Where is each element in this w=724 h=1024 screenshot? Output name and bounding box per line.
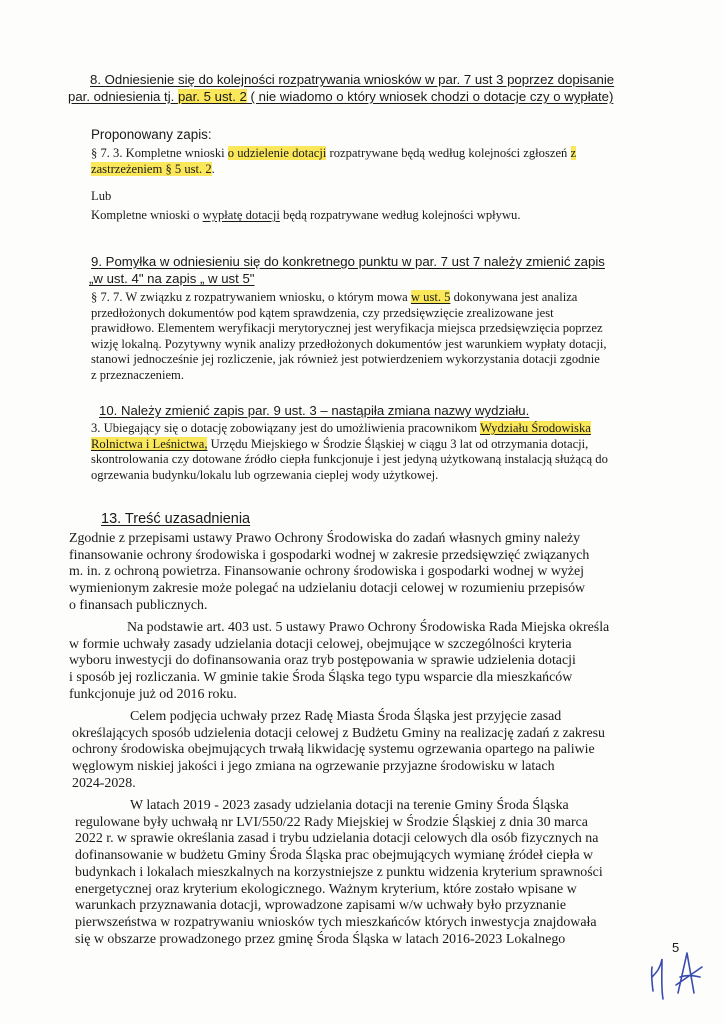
justification-para-1 — [69, 531, 589, 615]
section-10-heading: 10. Należy zmienić zapis par. 9 ust. 3 – nastąpiła zmiana nazwy wydziału. — [99, 403, 530, 418]
para-line: Na podstawie art. 403 ust. 5 ustawy Prawo Ochrony Środowiska Rada Miejska określa — [127, 620, 610, 635]
para-line: W latach 2019 - 2023 zasady udzielania dotacji na terenie Gminy Środa Śląska — [130, 798, 569, 813]
para-line: pierwszeństwa w rozpatrywaniu wniosków tych mieszkańców których inwestycja znajdowała — [75, 914, 597, 930]
section-13-heading: 13. Treść uzasadnienia — [101, 511, 251, 527]
para-line: Celem podjęcia uchwały przez Radę Miasta Środa Śląska jest przyjęcie zasad — [130, 709, 562, 724]
highlight-rolnictwa: Rolnictwa i Leśnictwa, — [91, 436, 208, 451]
handwritten-initials-signature — [640, 945, 710, 1005]
para-line: w formie uchwały zasady udzielania dotacji celowej, obejmujące w szczególności kryteria — [69, 636, 572, 652]
para-line: Zgodnie z przepisami ustawy Prawo Ochrony Środowiska do zadań własnych gminy należy — [69, 531, 581, 546]
para-line: energetycznej oraz kryterium ekologicznego. Ważnym kryterium, które zostało wpisane w — [75, 881, 577, 897]
s9-line: wizję lokalną. Pozytywny wynik analizy przedłożonych dokumentów jest warunkiem wypłaty dotacji, — [91, 336, 607, 351]
text: Kompletne wnioski o — [91, 208, 203, 222]
text: § 7. 7. W związku z rozpatrywaniem wniosku, o którym mowa — [91, 290, 411, 304]
text: rozpatrywane będą według kolejności zgłoszeń — [326, 146, 571, 160]
para-line: ochrony środowiska obejmujących trwałą likwidację systemu ogrzewania opartego na paliwie — [72, 742, 595, 758]
text: par. odniesienia tj. — [68, 89, 178, 104]
text: § 7. 3. Kompletne wnioski — [91, 146, 228, 160]
s9-line: z przeznaczeniem. — [91, 367, 184, 382]
highlight-zastrzezeniem: zastrzeżeniem § 5 ust. — [91, 161, 203, 176]
justification-para-3 — [72, 709, 605, 793]
alt-line — [91, 208, 521, 224]
section-8-heading-line-2 — [68, 89, 613, 105]
s10-line-2 — [91, 437, 608, 453]
para-line: o finansach publicznych. — [69, 597, 208, 613]
para-line: 2024-2028. — [72, 775, 136, 791]
section-9-text — [91, 290, 607, 383]
lub-label: Lub — [91, 189, 112, 203]
highlight-par-5-ust-2: par. 5 ust. 2 — [177, 89, 247, 104]
para-line: wymienionym zakresie może polegać na udzielaniu dotacji celowej w rozumieniu przepisów — [69, 581, 586, 597]
para-line: warunkach przyznawania dotacji, wprowadzone zapisami w/w uchwały było przyznanie — [75, 898, 566, 914]
para-line: wyboru inwestycji do dofinansowania oraz tryb postępowania w sprawie udzielenia dotacji — [69, 653, 576, 669]
para-line: budynkach i lokalach mieszkalnych na korzystniejsze z punktu widzenia kryterium sprawności — [75, 864, 603, 880]
text: będą rozpatrywane według kolejności wpływu. — [279, 208, 521, 222]
text: dokonywana jest analiza — [450, 290, 578, 304]
text: . — [211, 161, 215, 176]
section-8-alt-proposal — [91, 208, 521, 224]
s9-line: stanowi jednocześnie jej rozliczenie, jak również jest potwierdzeniem wykorzystania dotacji zgodnie — [91, 352, 600, 366]
proposal-line-1 — [91, 146, 576, 162]
para-line: się w obszarze prowadzonego przez gminę Środa Śląska w latach 2016-2023 Lokalnego — [75, 931, 566, 947]
section-10-text — [91, 421, 608, 483]
para-line: dofinansowanie w budżetu Gminy Środa Śląska prac obejmujących wymianę źródeł ciepła w — [75, 848, 594, 864]
underline-wyplate-dotacji: wypłatę dotacji — [202, 208, 280, 222]
para-line: m. in. z ochroną powietrza. Finansowanie ochrony środowiska i gospodarki wodnej w wyżej — [69, 564, 584, 580]
highlight-z: z — [570, 146, 577, 160]
s10-line-1 — [91, 421, 608, 437]
para-line: i sposób jej rozliczania. W gminie takie Środa Śląska tego typu wsparcie dla mieszkańców — [69, 670, 573, 686]
para-line: węglowym niskiej jakości i jego zmiana na ogrzewanie przyjazne środowisku w latach — [72, 759, 555, 775]
para-line: finansowanie ochrony środowiska i gospodarki wodnej w zakresie przedsięwzięć związanych — [69, 547, 590, 563]
s9-line: przedłożonych dokumentów pod kątem sprawdzenia, czy przedsięwzięcie zrealizowane jest — [91, 305, 554, 320]
s9-line: prawidłowo. Elementem weryfikacji merytorycznej jest weryfikacja miejsca przedsięwzięcia poprzez — [91, 321, 603, 335]
text: Urzędu Miejskiego w Środzie Śląskiej w ciągu 3 lat od otrzymania dotacji, — [207, 436, 589, 451]
s10-line: skontrolowania czy dotowane źródło ciepła funkcjonuje i jest jedyną użytkowaną instalacją służącą do — [91, 452, 608, 466]
highlight-w-ust-5: w ust. 5 — [410, 290, 451, 304]
s10-line: ogrzewania budynku/lokalu lub ogrzewania cieplej wody użytkowej. — [91, 467, 439, 482]
text: ( nie wiadomo o który wniosek chodzi o dotacje czy o wypłate) — [246, 89, 614, 104]
page-number: 5 — [672, 940, 680, 955]
section-8-proposal — [91, 146, 576, 177]
highlight-2: 2 — [202, 161, 212, 176]
para-line: funkcjonuje już od 2016 roku. — [69, 686, 237, 702]
highlight-wydzial: Wydziału Środowiska — [480, 421, 591, 435]
para-line: regulowane były uchwałą nr LVI/550/22 Rady Miejskiej w Środzie Śląskiej z dnia 30 marca — [75, 814, 588, 830]
proposal-line-2 — [91, 162, 576, 178]
proposed-label: Proponowany zapis: — [91, 127, 212, 142]
section-8-heading-line-1: 8. Odniesienie się do kolejności rozpatrywania wniosków w par. 7 ust 3 poprzez dopisanie — [90, 72, 615, 87]
s9-line-1 — [91, 290, 607, 306]
text: 3. Ubiegający się o dotację zobowiązany jest do umożliwienia pracownikom — [91, 421, 481, 435]
para-line: 2022 r. w sprawie określania zasad i trybu udzielania dotacji celowych dla osób fizycznych na — [75, 831, 599, 847]
justification-para-4 — [75, 798, 603, 948]
section-9-heading-line-2: „w ust. 4" na zapis „ w ust 5" — [89, 271, 255, 286]
highlight-udzielenie-dotacji: o udzielenie dotacji — [227, 146, 327, 160]
justification-para-2 — [69, 620, 609, 704]
para-line: określających sposób udzielenia dotacji celowej z Budżetu Gminy na realizację zadań z zakresu — [72, 725, 606, 741]
section-9-heading-line-1: 9. Pomyłka w odniesieniu się do konkretnego punktu w par. 7 ust 7 należy zmienić zapis — [91, 254, 605, 269]
